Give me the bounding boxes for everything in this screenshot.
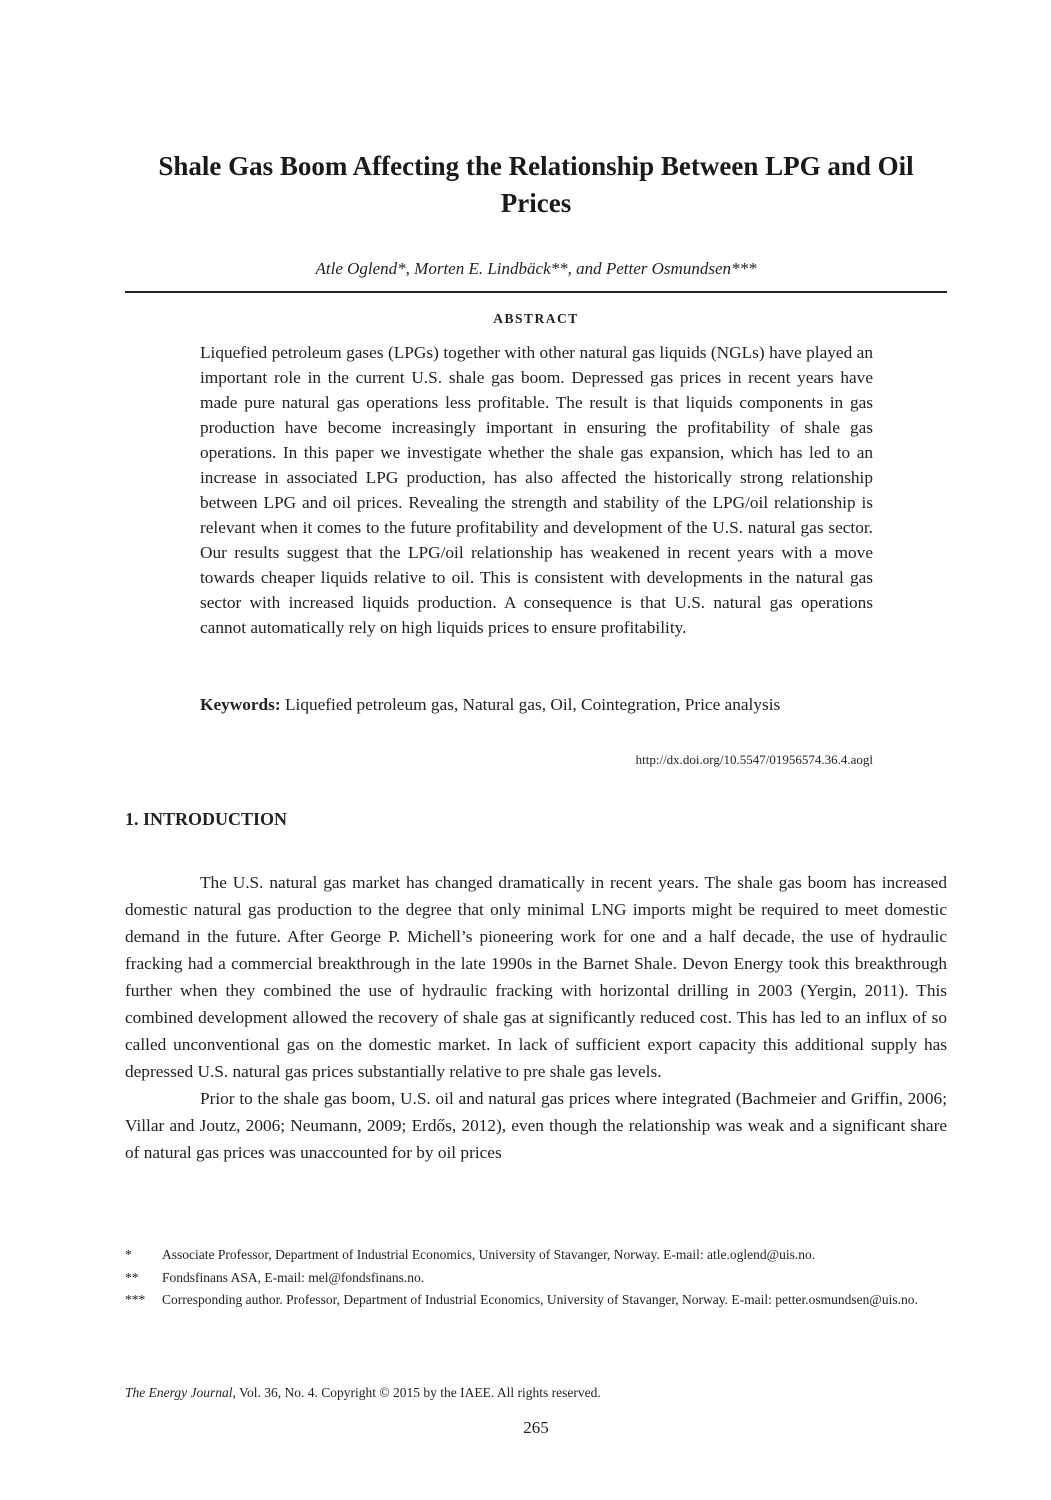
paper-title: Shale Gas Boom Affecting the Relationship Between LPG and Oil Prices: [158, 151, 914, 218]
keywords-text: Liquefied petroleum gas, Natural gas, Oil, Cointegration, Price analysis: [284, 695, 781, 714]
footnote-mark: ***: [125, 1292, 146, 1307]
author-list: Atle Oglend*, Morten E. Lindbäck**, and Petter Osmundsen***: [315, 259, 757, 278]
keywords-label: Keywords:: [200, 695, 281, 714]
keywords: [200, 692, 873, 717]
doi-link[interactable]: http://dx.doi.org/10.5547/01956574.36.4.aogl: [635, 752, 873, 767]
journal-name: The Energy Journal: [125, 1385, 233, 1400]
introduction-body: [125, 869, 947, 1166]
journal-citation: [125, 1383, 947, 1403]
section-heading-introduction: 1. INTRODUCTION: [125, 809, 288, 829]
footnote-text: Fondsfinans ASA, E-mail: mel@fondsfinans.no.: [162, 1269, 425, 1285]
abstract-text: Liquefied petroleum gases (LPGs) together with other natural gas liquids (NGLs) have played an important role in the current U.S. shale gas boom. Depressed gas prices in recent years have made pure natural gas operations less profitable. The result is that liquids components in gas production have become increasingly important in ensuring the profitability of shale gas operations. In this paper we investigate whether the shale gas expansion, which has led to an increase in associated LPG production, has also affected the historically strong relationship between LPG and oil prices. Revealing the strength and stability of the LPG/oil relationship is relevant when it comes to the future profitability and development of the U.S. natural gas sector. Our results suggest that the LPG/oil relationship has weakened in recent years with a move towards cheaper liquids relative to oil. This is consistent with developments in the natural gas sector with increased liquids production. A consequence is that U.S. natural gas operations cannot automatically rely on high liquids prices to ensure profitability.: [200, 343, 873, 637]
title-divider: [125, 291, 947, 293]
footnotes: [125, 1244, 947, 1312]
abstract-heading: ABSTRACT: [493, 311, 579, 326]
footnote-text: Associate Professor, Department of Industrial Economics, University of Stavanger, Norway. E-mail: atle.oglend@uis.no.: [162, 1247, 816, 1262]
footnote: [125, 1267, 947, 1290]
body-paragraph: The U.S. natural gas market has changed dramatically in recent years. The shale gas boom has increased domestic natural gas production to the degree that only minimal LNG imports might be required to meet domestic demand in the future. After George P. Michell’s pioneering work for one and a half decade, the use of hydraulic fracking had a commercial breakthrough in the late 1990s in the Barnet Shale. Devon Energy took this breakthrough further when they combined the use of hydraulic fracking with horizontal drilling in 2003 (Yergin, 2011). This combined development allowed the recovery of shale gas at significantly reduced cost. This has led to an influx of so called unconventional gas on the domestic market. In lack of sufficient export capacity this additional supply has depressed U.S. natural gas prices substantially relative to pre shale gas levels.: [125, 873, 947, 1081]
footnote-mark: *: [125, 1247, 132, 1262]
footnote: [125, 1244, 947, 1267]
journal-details: , Vol. 36, No. 4. Copyright © 2015 by the IAEE. All rights reserved.: [232, 1385, 601, 1400]
body-paragraph: Prior to the shale gas boom, U.S. oil and natural gas prices where integrated (Bachmeier and Griffin, 2006; Villar and Joutz, 2006; Neumann, 2009; Erdős, 2012), even though the relationship was weak and a significant share of natural gas prices was unaccounted for by oil prices: [125, 1089, 947, 1162]
footnote-mark: **: [125, 1269, 139, 1285]
footnote-text: Corresponding author. Professor, Department of Industrial Economics, University of Stavanger, Norway. E-mail: petter.osmundsen@uis.no.: [162, 1292, 918, 1307]
page-number: 265: [523, 1418, 549, 1437]
footnote: [125, 1289, 947, 1312]
